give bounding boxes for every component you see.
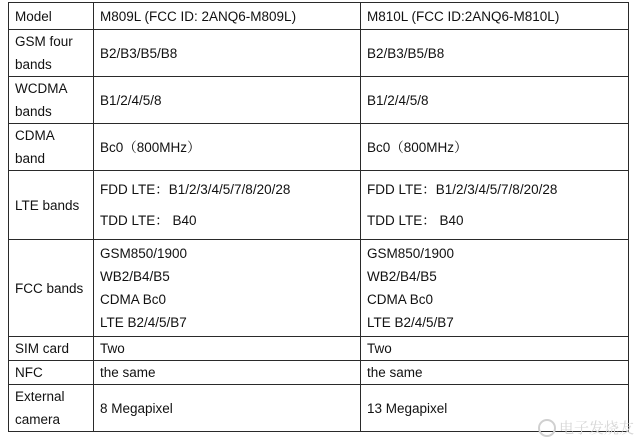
cell-m810l	[361, 337, 629, 361]
watermark-logo-icon	[538, 419, 556, 437]
row-label	[9, 77, 94, 124]
cell-line: LTE B2/4/5/B7	[367, 315, 454, 330]
row-label	[9, 3, 94, 30]
cell-m809l	[94, 77, 361, 124]
cell-line: CDMA Bc0	[100, 292, 167, 307]
cell-line: TDD LTE： B40	[367, 213, 464, 228]
cell-line: TDD LTE： B40	[100, 213, 197, 228]
table-body	[9, 3, 629, 432]
cell-line: the same	[367, 365, 423, 380]
table-row-model	[9, 3, 629, 30]
cell-line: Two	[100, 341, 125, 356]
watermark-text: 电子发烧友	[558, 419, 634, 437]
cell-line: B1/2/4/5/8	[100, 92, 162, 108]
cell-line: B1/2/4/5/8	[367, 92, 429, 108]
cell-m809l	[94, 361, 361, 385]
label-line: LTE bands	[15, 197, 80, 213]
table-row-wcdma	[9, 77, 629, 124]
cell-m810l	[361, 77, 629, 124]
cell-m809l	[94, 3, 361, 30]
table-row-sim	[9, 337, 629, 361]
table-row-camera	[9, 385, 629, 432]
table-row-lte	[9, 171, 629, 240]
table-row-fcc	[9, 240, 629, 337]
label-line: bands	[15, 57, 52, 72]
row-label	[9, 30, 94, 77]
cell-line: the same	[100, 365, 156, 380]
cell-m810l	[361, 30, 629, 77]
row-label	[9, 361, 94, 385]
cell-line: Bc0（800MHz）	[367, 139, 468, 155]
row-label	[9, 337, 94, 361]
label-line: GSM four	[15, 34, 73, 49]
cell-m809l	[94, 171, 361, 240]
cell-line: GSM850/1900	[367, 246, 455, 261]
label-line: camera	[15, 412, 61, 427]
label-line: bands	[15, 104, 52, 119]
label-line: External	[15, 389, 65, 404]
label-line: NFC	[15, 365, 43, 380]
cell-m809l	[94, 240, 361, 337]
spec-comparison-table	[8, 2, 629, 432]
cell-line: M810L (FCC ID:2ANQ6-M810L)	[367, 8, 560, 24]
row-label	[9, 240, 94, 337]
label-line: Model	[15, 8, 52, 24]
label-line: CDMA	[15, 128, 55, 143]
cell-m810l	[361, 171, 629, 240]
table-row-nfc	[9, 361, 629, 385]
cell-line: Bc0（800MHz）	[100, 139, 201, 155]
cell-line: FDD LTE：B1/2/3/4/5/7/8/20/28	[100, 182, 291, 197]
label-line: WCDMA	[15, 81, 68, 96]
cell-m809l	[94, 385, 361, 432]
line-gap	[100, 201, 354, 209]
cell-line: B2/B3/B5/B8	[367, 45, 445, 61]
cell-line: 8 Megapixel	[100, 400, 173, 416]
cell-line: 13 Megapixel	[367, 400, 448, 416]
line-gap	[367, 201, 622, 209]
cell-line: FDD LTE：B1/2/3/4/5/7/8/20/28	[367, 182, 558, 197]
table-row-cdma	[9, 124, 629, 171]
label-line: SIM card	[15, 341, 70, 356]
table-row-gsm	[9, 30, 629, 77]
cell-line: CDMA Bc0	[367, 292, 434, 307]
cell-line: Two	[367, 341, 392, 356]
cell-line: WB2/B4/B5	[367, 269, 437, 284]
label-line: FCC bands	[15, 280, 84, 296]
label-line: band	[15, 151, 46, 166]
cell-m810l	[361, 124, 629, 171]
row-label	[9, 385, 94, 432]
cell-m810l	[361, 3, 629, 30]
cell-line: GSM850/1900	[100, 246, 188, 261]
row-label	[9, 124, 94, 171]
cell-line: LTE B2/4/5/B7	[100, 315, 187, 330]
cell-m810l	[361, 361, 629, 385]
cell-line: B2/B3/B5/B8	[100, 45, 178, 61]
cell-line: WB2/B4/B5	[100, 269, 170, 284]
site-watermark	[538, 417, 634, 438]
cell-m809l	[94, 30, 361, 77]
cell-m809l	[94, 124, 361, 171]
cell-m809l	[94, 337, 361, 361]
cell-line: M809L (FCC ID: 2ANQ6-M809L)	[100, 8, 297, 24]
cell-m810l	[361, 240, 629, 337]
row-label	[9, 171, 94, 240]
